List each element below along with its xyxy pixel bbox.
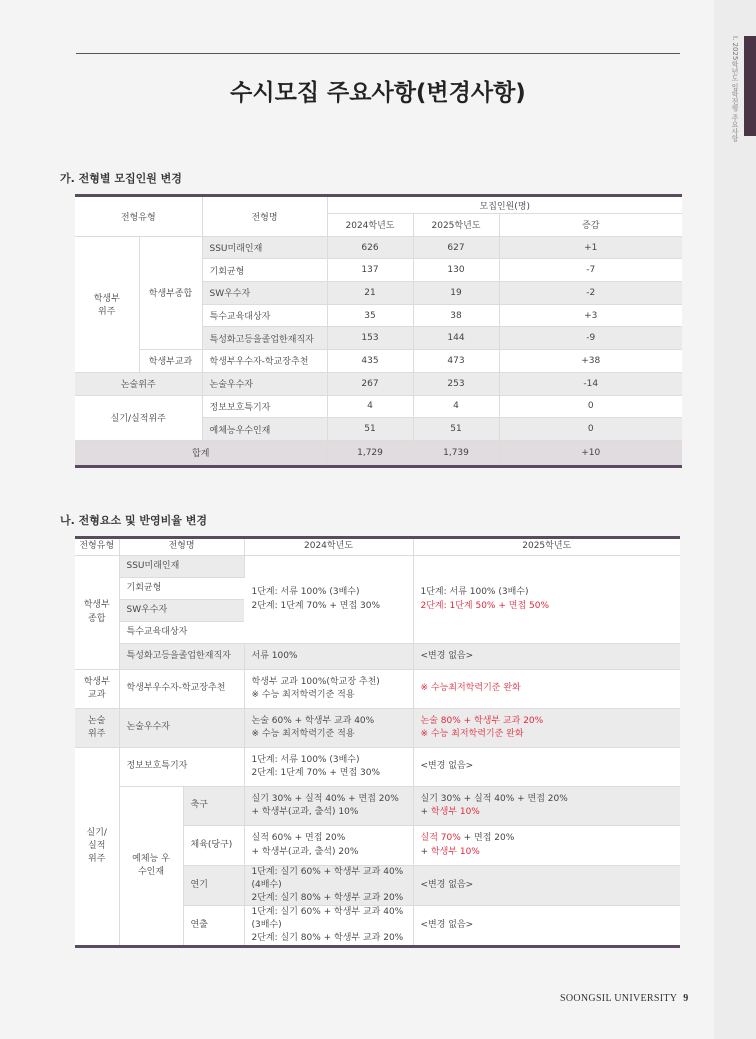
- table-row: [75, 236, 682, 259]
- cell: [413, 709, 680, 748]
- cell: 253: [413, 372, 499, 395]
- group-label: 학생부 교과: [75, 670, 119, 709]
- row-name: 논술우수자: [119, 709, 244, 748]
- chapter-tab: [744, 36, 756, 136]
- row-name: 기회균형: [119, 578, 244, 600]
- cell: <변경 없음>: [413, 748, 680, 787]
- cell: [244, 866, 413, 906]
- text-line: 1단계: 실기 60% + 학생부 교과 40% (3배수): [251, 907, 404, 931]
- text-part: 학생부 10%: [430, 807, 480, 817]
- cell: 38: [413, 304, 499, 327]
- cell: ※ 수능최저학력기준 완화: [413, 670, 680, 709]
- cell: [413, 787, 680, 826]
- cell: 137: [327, 259, 413, 282]
- row-name: 축구: [183, 787, 244, 826]
- cell: 0: [499, 418, 682, 441]
- header-diff: 증감: [499, 214, 682, 237]
- subgroup-label: 학생부교과: [139, 350, 202, 373]
- cell: 1,729: [327, 440, 413, 466]
- total-label: 합계: [75, 440, 327, 466]
- row-name: 특수교육대상자: [202, 304, 327, 327]
- table-row: [75, 350, 682, 373]
- row-name: 특성화고등을졸업한재직자: [202, 327, 327, 350]
- text-line: + 학생부(교과, 출석) 10%: [251, 807, 359, 817]
- cell: [244, 670, 413, 709]
- table-row: [75, 395, 682, 418]
- header-2025: 2025학년도: [413, 538, 680, 556]
- section-heading-ratio: 나. 전형요소 및 반영비율 변경: [60, 514, 208, 527]
- row-name: 학생부우수자-학교장추천: [202, 350, 327, 373]
- text-part: 실적 70%: [420, 833, 461, 844]
- jonghap-2024: [244, 556, 413, 644]
- cell: <변경 없음>: [413, 866, 680, 906]
- cell: 1,739: [413, 440, 499, 466]
- text-part: +: [420, 807, 431, 817]
- page-number: 9: [683, 993, 689, 1004]
- subgroup-label: 학생부종합: [139, 236, 202, 349]
- text-line: + 학생부(교과, 출석) 20%: [251, 846, 359, 857]
- cell: 51: [413, 418, 499, 441]
- cell: 51: [327, 418, 413, 441]
- text-line: 1단계: 서류 100% (3배수): [420, 587, 529, 598]
- header-quota: 모집인원(명): [327, 196, 682, 214]
- text-line: 1단계: 서류 100% (3배수): [251, 587, 360, 598]
- group-label: 실기/실적위주: [75, 395, 202, 440]
- cell: [244, 748, 413, 787]
- text-line: 논술 80% + 학생부 교과 20%: [420, 715, 544, 726]
- cell: 4: [327, 395, 413, 418]
- jonghap-2025: [413, 556, 680, 644]
- row-name: 특수교육대상자: [119, 622, 244, 644]
- cell: +10: [499, 440, 682, 466]
- cell: 435: [327, 350, 413, 373]
- text-line: 2단계: 1단계 70% + 면접 30%: [251, 600, 381, 611]
- cell: [244, 826, 413, 866]
- quota-table: [75, 194, 682, 468]
- group-label: 논술 위주: [75, 709, 119, 748]
- row-name: SSU미래인재: [202, 236, 327, 259]
- header-2024: 2024학년도: [327, 214, 413, 237]
- page-title: 수시모집 주요사항(변경사항): [230, 80, 526, 106]
- chapter-label: I. 2025학년도 입학전형 주요사항: [731, 36, 739, 142]
- group-label: 논술위주: [75, 372, 202, 395]
- cell: +1: [499, 236, 682, 259]
- cell: 626: [327, 236, 413, 259]
- cell: 267: [327, 372, 413, 395]
- row-name: 기회균형: [202, 259, 327, 282]
- row-name: 연출: [183, 906, 244, 947]
- group-label: 학생부 종합: [75, 556, 119, 670]
- row-name: 논술우수자: [202, 372, 327, 395]
- cell: -7: [499, 259, 682, 282]
- row-name: 예체능우수인재: [202, 418, 327, 441]
- text-line: ※ 수능 최저학력기준 적용: [251, 690, 355, 700]
- cell: 144: [413, 327, 499, 350]
- footer: [560, 993, 689, 1004]
- text-part: 학생부 10%: [430, 846, 480, 857]
- row-name: 체육(당구): [183, 826, 244, 866]
- text-line: 1단계: 서류 100% (3배수): [251, 754, 360, 765]
- table-row: [75, 372, 682, 395]
- cell: 서류 100%: [244, 644, 413, 670]
- row-name: 연기: [183, 866, 244, 906]
- text-line: 논술 60% + 학생부 교과 40%: [251, 715, 375, 726]
- cell: [244, 787, 413, 826]
- text-line: ※ 수능 최저학력기준 완화: [420, 729, 524, 739]
- text-line: 2단계: 실기 80% + 학생부 교과 20%: [251, 893, 404, 904]
- header-name: 전형명: [202, 196, 327, 237]
- group-label: 학생부 위주: [75, 236, 139, 372]
- text-line: 2단계: 1단계 70% + 면접 30%: [251, 768, 381, 778]
- text-part: + 면접 20%: [460, 833, 515, 844]
- text-line: 실기 30% + 실적 40% + 면접 20%: [251, 793, 399, 804]
- cell: 130: [413, 259, 499, 282]
- cell: [244, 709, 413, 748]
- cell: [244, 906, 413, 947]
- section-heading-quota: 가. 전형별 모집인원 변경: [60, 172, 182, 185]
- cell: 19: [413, 282, 499, 305]
- row-name: 특성화고등을졸업한재직자: [119, 644, 244, 670]
- row-name: SW우수자: [119, 600, 244, 622]
- cell: +3: [499, 304, 682, 327]
- cell: 35: [327, 304, 413, 327]
- row-name: SSU미래인재: [119, 556, 244, 578]
- divider: [76, 53, 680, 54]
- header-2025: 2025학년도: [413, 214, 499, 237]
- row-name: 정보보호특기자: [119, 748, 244, 787]
- text-line: ※ 수능 최저학력기준 적용: [251, 729, 355, 739]
- text-line: 실적 60% + 면접 20%: [251, 833, 346, 844]
- header-type: 전형유형: [75, 538, 119, 556]
- cell: +38: [499, 350, 682, 373]
- cell: -14: [499, 372, 682, 395]
- cell: 4: [413, 395, 499, 418]
- text-part: +: [420, 846, 431, 857]
- header-2024: 2024학년도: [244, 538, 413, 556]
- text-line: 학생부 교과 100%(학교장 추천): [251, 676, 380, 687]
- cell: 0: [499, 395, 682, 418]
- text-line: 실기 30% + 실적 40% + 면접 20%: [420, 793, 568, 804]
- text-line: 2단계: 1단계 50% + 면접 50%: [420, 600, 550, 611]
- cell: 21: [327, 282, 413, 305]
- cell: <변경 없음>: [413, 644, 680, 670]
- row-name: SW우수자: [202, 282, 327, 305]
- text-line: 1단계: 실기 60% + 학생부 교과 40% (4배수): [251, 867, 404, 891]
- subgroup-label: 예체능 우수인재: [119, 787, 183, 947]
- header-type: 전형유형: [75, 196, 202, 237]
- cell: <변경 없음>: [413, 906, 680, 947]
- cell: -2: [499, 282, 682, 305]
- ratio-table: [75, 536, 680, 948]
- cell: [413, 826, 680, 866]
- row-name: 정보보호특기자: [202, 395, 327, 418]
- cell: 473: [413, 350, 499, 373]
- university-name: SOONGSIL UNIVERSITY: [560, 993, 678, 1004]
- total-row: [75, 440, 682, 466]
- group-label: 실기/ 실적 위주: [75, 748, 119, 947]
- header-name: 전형명: [119, 538, 244, 556]
- cell: -9: [499, 327, 682, 350]
- row-name: 학생부우수자-학교장추천: [119, 670, 244, 709]
- text-line: 2단계: 실기 80% + 학생부 교과 20%: [251, 933, 404, 944]
- cell: 627: [413, 236, 499, 259]
- cell: 153: [327, 327, 413, 350]
